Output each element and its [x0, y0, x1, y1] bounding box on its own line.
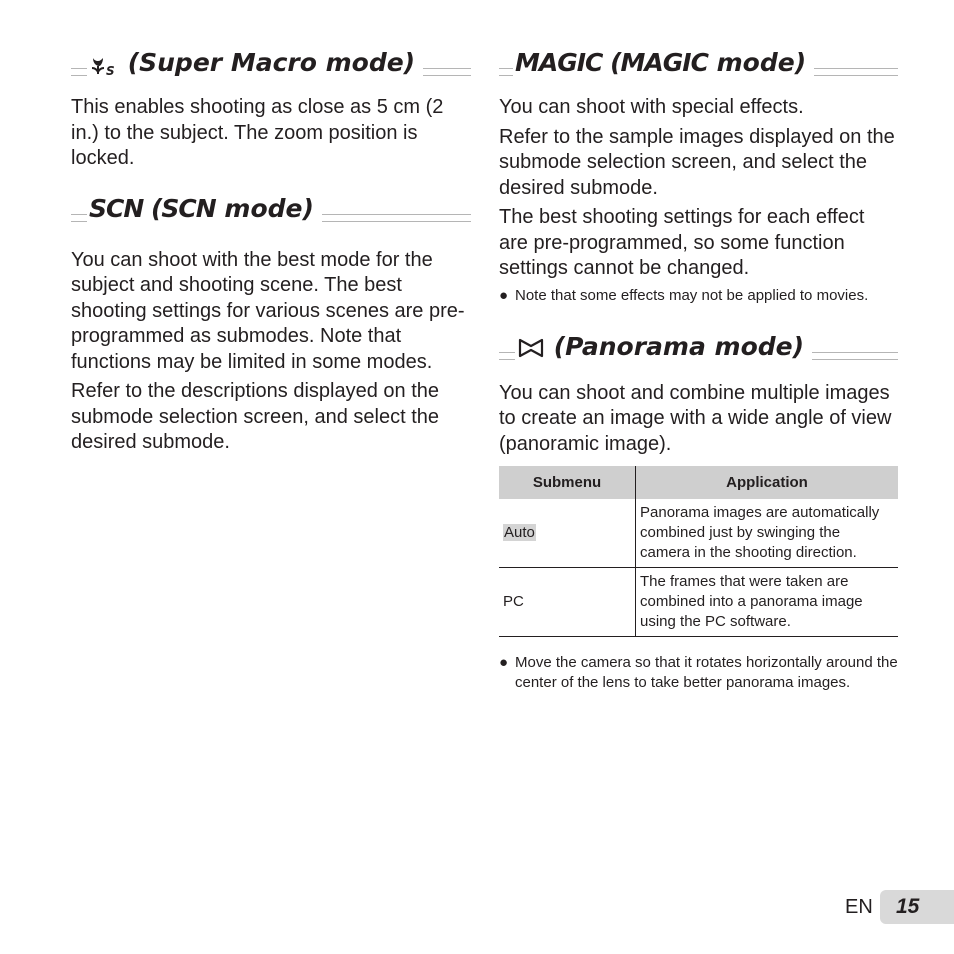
magic-text-1: You can shoot with special effects. [499, 96, 804, 118]
super-macro-title [87, 48, 423, 77]
table-cell-submenu: PC [499, 568, 636, 637]
scn-title [87, 194, 322, 223]
table-header-submenu: Submenu [499, 466, 636, 499]
scn-text-2: Refer to the descriptions displayed on the submode selection screen, and select the desired submode. [71, 380, 439, 453]
language-label: EN [845, 896, 873, 918]
magic-note-text: Note that some effects may not be applied to movies. [515, 286, 869, 304]
magic-title-text: mode) [707, 48, 807, 77]
bullet-dot: ● [499, 654, 509, 671]
table-cell-application: The frames that were taken are combined into a panorama image using the PC software. [636, 568, 899, 637]
scn-title-text: mode) [215, 193, 314, 223]
right-column [499, 48, 898, 693]
panorama-note-text: Move the camera so that it rotates horizontally around the center of the lens to take better panorama images. [515, 654, 898, 691]
scn-text-1: You can shoot with the best mode for the subject and shooting scene. The best shooting settings for various scenes are pre-programmed as submodes. Note that functions may be limited in some modes. [71, 248, 465, 373]
magic-text-2: Refer to the sample images displayed on the submode selection screen, and select the desired submode. [499, 125, 895, 199]
panorama-title [515, 332, 812, 361]
submenu-auto: Auto [504, 524, 535, 541]
magic-heading [499, 48, 898, 88]
table-header-row [499, 466, 898, 499]
magic-title-prefix: MAGIC (MAGIC [515, 48, 708, 77]
super-macro-icon [89, 52, 119, 76]
super-macro-title-text: (Super Macro mode) [119, 48, 416, 77]
panorama-heading [499, 331, 898, 372]
panorama-text: You can shoot and combine multiple images to create an image with a wide angle of view (panoramic image). [499, 381, 892, 455]
panorama-table [499, 466, 898, 637]
magic-title [513, 48, 814, 77]
page-number: 15 [880, 890, 954, 924]
scn-heading [71, 193, 471, 234]
panorama-note [499, 653, 898, 693]
left-column [71, 48, 471, 460]
panorama-title-text: (Panorama mode) [545, 331, 805, 361]
svg-text:S: S [106, 64, 115, 76]
table-row [499, 499, 898, 568]
table-cell-application: Panorama images are automatically combined just by swinging the camera in the shooting direction. [636, 499, 899, 568]
super-macro-heading [71, 48, 471, 88]
table-row [499, 568, 898, 637]
panorama-icon [517, 337, 545, 359]
scn-title-prefix: SCN (SCN [89, 193, 216, 223]
table-cell-submenu [499, 499, 636, 568]
bullet-dot: ● [499, 286, 509, 304]
magic-text-3: The best shooting settings for each effect are pre-programmed, so some function settings cannot be changed. [499, 206, 865, 279]
table-header-application: Application [636, 466, 899, 499]
magic-note [499, 286, 898, 306]
super-macro-text: This enables shooting as close as 5 cm (2 in.) to the subject. The zoom position is locked. [71, 96, 444, 169]
